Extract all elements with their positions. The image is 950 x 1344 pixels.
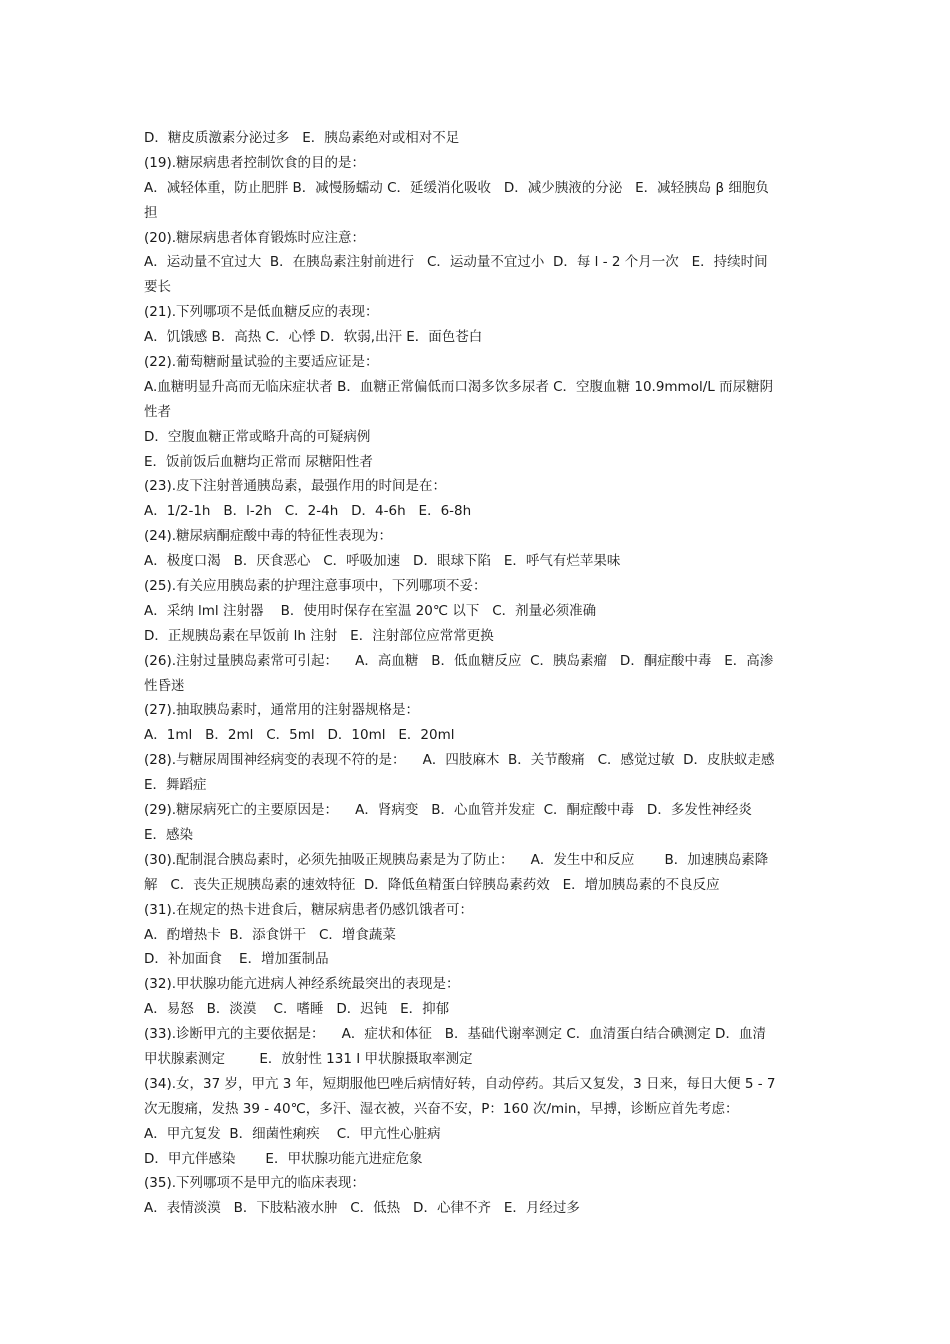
options-line: A．表情淡漠 B．下肢粘液水肿 C．低热 D．心律不齐 E．月经过多 <box>144 1200 580 1217</box>
question-25: (25).有关应用胰岛素的护理注意事项中，下列哪项不妥： <box>144 578 487 595</box>
question-35: (35).下列哪项不是甲亢的临床表现： <box>144 1175 366 1192</box>
options-line: A．极度口渴 B．厌食恶心 C．呼吸加速 D．眼球下陷 E．呼气有烂苹果味 <box>144 553 621 570</box>
question-29: (29).糖尿病死亡的主要原因是： A．肾病变 B．心血管并发症 C．酮症酸中毒 D．多发性神经炎 <box>144 802 752 819</box>
options-line: A．易怒 B．淡漠 C．嗜睡 D．迟钝 E．抑郁 <box>144 1001 450 1018</box>
options-line: E．舞蹈症 <box>144 777 207 794</box>
question-20: (20).糖尿病患者体育锻炼时应注意： <box>144 229 366 246</box>
question-30: (30).配制混合胰岛素时，必须先抽吸正规胰岛素是为了防止： A．发生中和反应 B．加速胰岛素降 <box>144 851 769 868</box>
options-line: D．补加面食 E．增加蛋制品 <box>144 951 329 968</box>
question-23: (23).皮下注射普通胰岛素，最强作用的时间是在： <box>144 478 447 495</box>
question-24: (24).糖尿病酮症酸中毒的特征性表现为： <box>144 528 393 545</box>
question-34: (34).女，37 岁，甲亢 3 年，短期服他巴唑后病情好转，自动停药。其后又复发，3 日来，每日大便 5 - 7 <box>144 1075 776 1092</box>
text-line: 性昏迷 <box>144 677 185 694</box>
options-line: D．正规胰岛素在早饭前 lh 注射 E．注射部位应常常更换 <box>144 627 494 644</box>
options-line: 甲状腺素测定 E．放射性 131 I 甲状腺摄取率测定 <box>144 1050 473 1067</box>
question-27: (27).抽取胰岛素时，通常用的注射器规格是： <box>144 702 420 719</box>
options-line: A．运动量不宜过大 B．在胰岛素注射前进行 C．运动量不宜过小 D．每 l - 2 个月一次 E．持续时间 <box>144 254 768 271</box>
options-line: D．甲亢伴感染 E．甲状腺功能亢进症危象 <box>144 1150 423 1167</box>
text-line: 次无腹痛，发热 39 - 40℃，多汗、湿衣被，兴奋不安，P：160 次/min，早搏，诊断应首先考虑： <box>144 1100 739 1117</box>
question-19: (19).糖尿病患者控制饮食的目的是： <box>144 154 366 171</box>
options-line: A.血糖明显升高而无临床症状者 B．血糖正常偏低而口渴多饮多尿者 C．空腹血糖 10.9mmol/L 而尿糖阴 <box>144 378 774 395</box>
question-26: (26).注射过量胰岛素常可引起： A．高血糖 B．低血糖反应 C．胰岛素瘤 D．酮症酸中毒 E．高渗 <box>144 652 774 669</box>
options-line: D．空腹血糖正常或略升高的可疑病例 <box>144 428 371 445</box>
question-28: (28).与糖尿周围神经病变的表现不符的是： A．四肢麻木 B．关节酸痛 C．感觉过敏 D．皮肤蚁走感 <box>144 752 775 769</box>
question-text-block <box>144 126 810 1221</box>
options-line: 解 C．丧失正规胰岛素的速效特征 D．降低鱼精蛋白锌胰岛素药效 E．增加胰岛素的不良反应 <box>144 876 720 893</box>
text-line: 性者 <box>144 403 171 420</box>
options-line: A．减轻体重，防止肥胖 B．减慢肠蠕动 C．延缓消化吸收 D．减少胰液的分泌 E．减轻胰岛 β 细胞负 <box>144 179 769 196</box>
question-32: (32).甲状腺功能亢进病人神经系统最突出的表现是： <box>144 976 460 993</box>
text-line: 担 <box>144 204 158 221</box>
options-line: A．采纳 lml 注射器 B．使用时保存在室温 20℃ 以下 C．剂量必须准确 <box>144 602 597 619</box>
text-line: D．糖皮质激素分泌过多 E．胰岛素绝对或相对不足 <box>144 130 460 146</box>
options-line: A．1/2-1h B．l-2h C．2-4h D．4-6h E．6-8h <box>144 503 472 520</box>
text-line: 要长 <box>144 279 171 296</box>
question-21: (21).下列哪项不是低血糖反应的表现： <box>144 304 379 321</box>
options-line: A．1ml B．2ml C．5ml D．10ml E．20ml <box>144 727 455 744</box>
options-line: A．酌增热卡 B．添食饼干 C．增食蔬菜 <box>144 926 396 943</box>
question-31: (31).在规定的热卡进食后，糖尿病患者仍感饥饿者可： <box>144 901 474 918</box>
options-line: E．饭前饭后血糖均正常而 尿糖阳性者 <box>144 453 373 470</box>
options-line: A．饥饿感 B．高热 C．心悸 D．软弱,出汗 E．面色苍白 <box>144 329 483 346</box>
options-line: A．甲亢复发 B．细菌性痢疾 C．甲亢性心脏病 <box>144 1125 441 1142</box>
question-33: (33).诊断甲亢的主要依据是： A．症状和体征 B．基础代谢率测定 C．血清蛋白结合碘测定 D．血清 <box>144 1026 766 1043</box>
question-22: (22).葡萄糖耐量试验的主要适应证是： <box>144 354 379 371</box>
options-line: E．感染 <box>144 826 194 843</box>
